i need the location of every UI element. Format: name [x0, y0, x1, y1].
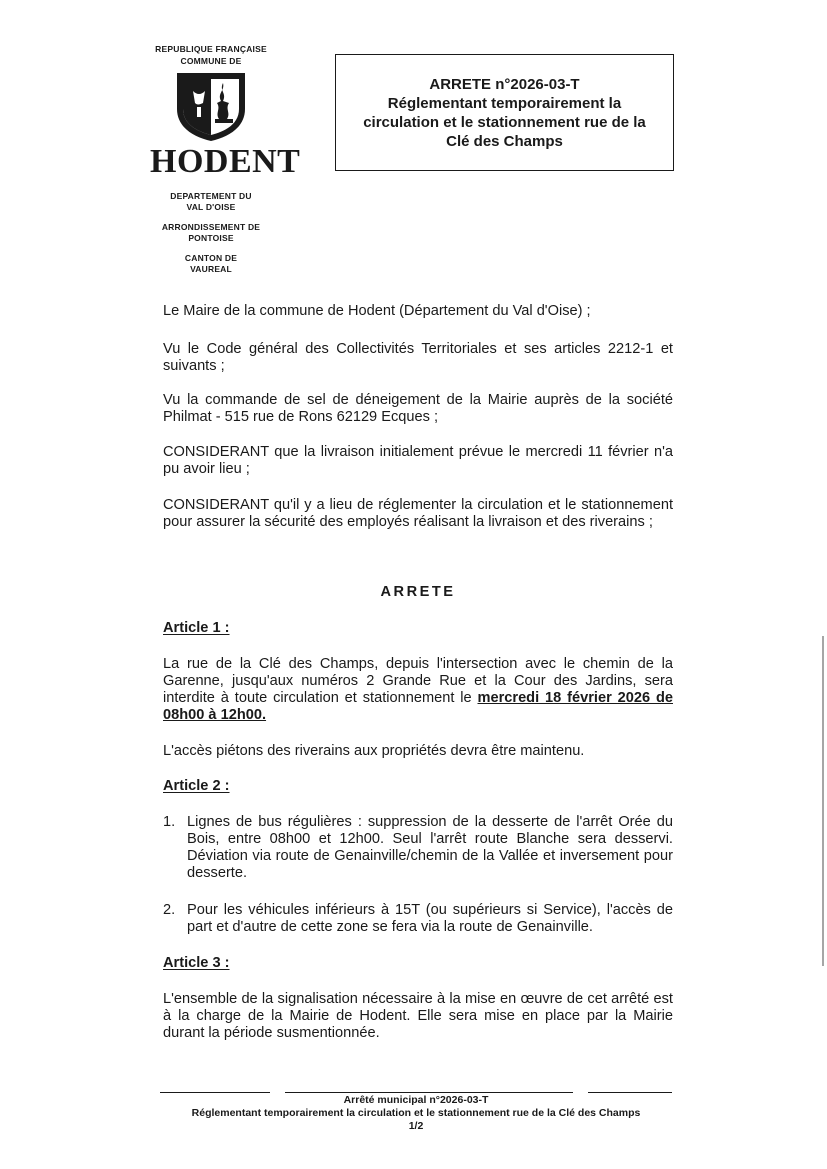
commune-label: COMMUNE DE [180, 56, 242, 66]
commune-name: HODENT [150, 143, 301, 180]
scan-edge-mark [822, 636, 824, 966]
footer-decree-number: Arrêté municipal n°2026-03-T [343, 1094, 489, 1106]
page-footer [160, 1094, 672, 1133]
decree-title-line: circulation et le stationnement rue de la [363, 113, 646, 131]
arrondissement-name: PONTOISE [188, 233, 234, 243]
coat-of-arms-icon [173, 69, 249, 143]
article-2-heading: Article 2 : [163, 778, 230, 794]
article-3-text: L'ensemble de la signalisation nécessaire à la mise en œuvre de cet arrêté est à la charge de la Mairie de Hodent. Elle sera mise en place par la Mairie durant la période susmentionnée. [163, 991, 673, 1041]
list-item [163, 814, 673, 882]
decree-title-line: Clé des Champs [446, 132, 563, 150]
article-3-heading: Article 3 : [163, 955, 230, 971]
decree-number: ARRETE n°2026-03-T [429, 75, 580, 93]
arrondissement-label: ARRONDISSEMENT DE [161, 222, 261, 232]
article-1-heading: Article 1 : [163, 620, 230, 636]
preamble-code: Vu le Code général des Collectivités Territoriales et ses articles 2212-1 et suivants ; [163, 341, 673, 374]
list-item-text: Pour les véhicules inférieurs à 15T (ou supérieurs si Service), l'accès de part et d'autre de cette zone se fera via la route de Genainville. [187, 902, 673, 935]
republic-label: REPUBLIQUE FRANÇAISE [155, 44, 267, 54]
list-item-number: 1. [163, 814, 176, 830]
footer-rule-left [160, 1092, 270, 1093]
footer-rule-middle [285, 1092, 573, 1093]
department-label: DEPARTEMENT DU [170, 191, 252, 201]
article-1-pedestrian: L'accès piétons des riverains aux propriétés devra être maintenu. [163, 743, 585, 759]
decree-title-line: Réglementant temporairement la [387, 94, 622, 112]
preamble-mayor: Le Maire de la commune de Hodent (Département du Val d'Oise) ; [163, 303, 591, 319]
canton-label: CANTON DE [184, 253, 238, 263]
preamble-order: Vu la commande de sel de déneigement de la Mairie auprès de la société Philmat - 515 rue de Rons 62129 Ecques ; [163, 392, 673, 425]
list-item-text: Lignes de bus régulières : suppression de la desserte de l'arrêt Orée du Bois, entre 08h00 et 12h00. Seul l'arrêt route Blanche sera desservi. Déviation via route de Genainville/chemin de la Vallée et inversement pour desserte. [187, 814, 673, 881]
letterhead [150, 44, 301, 275]
article-1-date: mercredi 18 février 2026 de 08h00 à 12h00. [163, 690, 673, 723]
preamble-considering-2: CONSIDERANT qu'il y a lieu de réglementer la circulation et le stationnement pour assurer la sécurité des employés réalisant la livraison et des riverains ; [163, 497, 673, 530]
arrete-heading: ARRETE [380, 584, 456, 600]
footer-rule-right [588, 1092, 672, 1093]
department-name: VAL D'OISE [186, 202, 236, 212]
list-item [163, 902, 673, 936]
article-2-list [163, 814, 673, 936]
list-item-number: 2. [163, 902, 176, 918]
article-1-body: La rue de la Clé des Champs, depuis l'intersection avec le chemin de la Garenne, jusqu'aux numéros 2 Grande Rue et la Cour des Jardins, sera interdite à toute circulation et stationnement le [163, 656, 673, 706]
footer-decree-title: Réglementant temporairement la circulation et le stationnement rue de la Clé des Champs [191, 1107, 641, 1119]
decree-title-box [335, 54, 674, 171]
article-1-text [163, 656, 673, 724]
preamble-considering-1: CONSIDERANT que la livraison initialement prévue le mercredi 11 février n'a pu avoir lieu ; [163, 444, 673, 477]
canton-name: VAUREAL [190, 264, 232, 274]
page-number: 1/2 [408, 1120, 424, 1132]
